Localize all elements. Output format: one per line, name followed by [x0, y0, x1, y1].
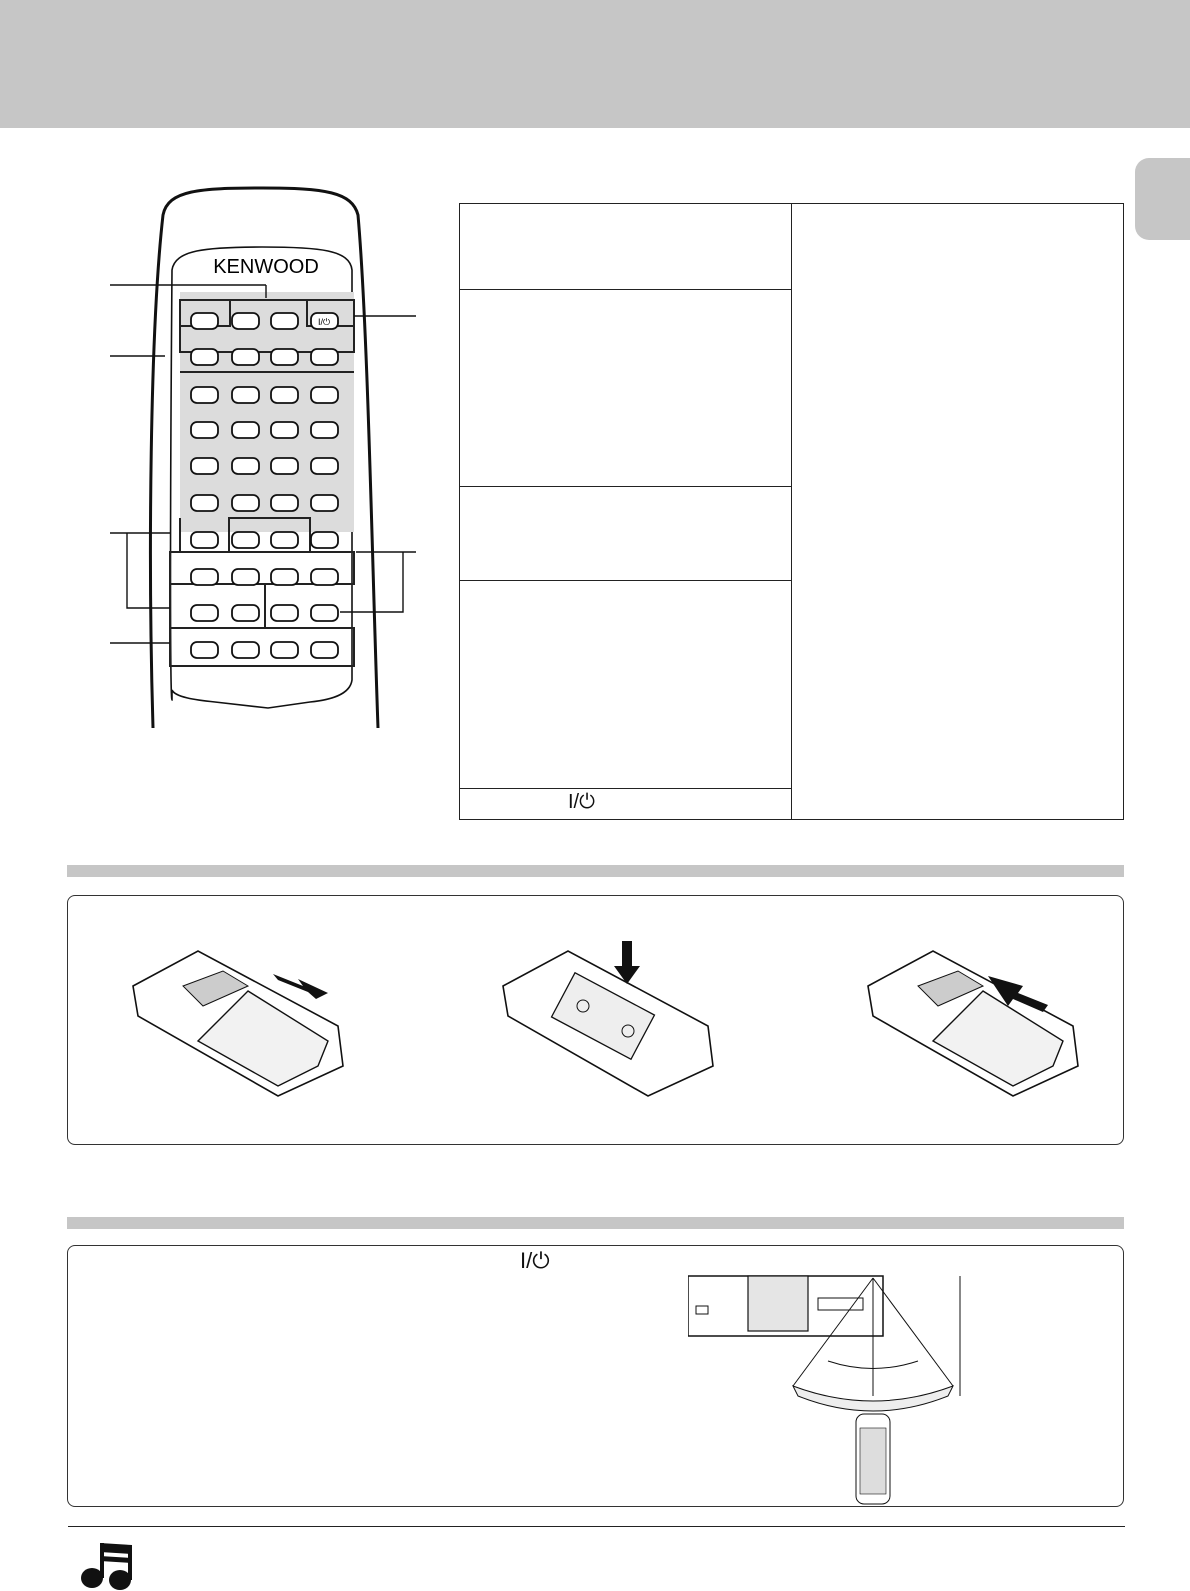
- battery-section-bar: [67, 865, 1124, 877]
- remote-brand: KENWOOD: [213, 256, 319, 278]
- battery-step-2-illustration: [498, 936, 718, 1106]
- table-divider: [791, 204, 792, 819]
- table-row-divider: [460, 486, 791, 487]
- remote-range-diagram: [688, 1266, 1008, 1506]
- range-section-bar: [67, 1217, 1124, 1229]
- section-tab: [1135, 158, 1190, 240]
- remote-power-label: I/⏻: [317, 317, 331, 327]
- table-row-divider: [460, 289, 791, 290]
- battery-step-3-illustration: [863, 946, 1083, 1106]
- table-row-divider: [460, 580, 791, 581]
- range-panel: [67, 1245, 1124, 1507]
- footer-rule: [68, 1526, 1125, 1527]
- battery-step-1-illustration: [128, 946, 348, 1106]
- function-table: [459, 203, 1124, 820]
- header-band: [0, 0, 1190, 128]
- power-symbol: I/⏻: [568, 791, 595, 813]
- battery-panel: [67, 895, 1124, 1145]
- table-power-row: [460, 789, 791, 819]
- remote-control-illustration: [95, 185, 425, 735]
- music-note-icon: [80, 1540, 136, 1590]
- power-symbol: I/⏻: [520, 1248, 550, 1273]
